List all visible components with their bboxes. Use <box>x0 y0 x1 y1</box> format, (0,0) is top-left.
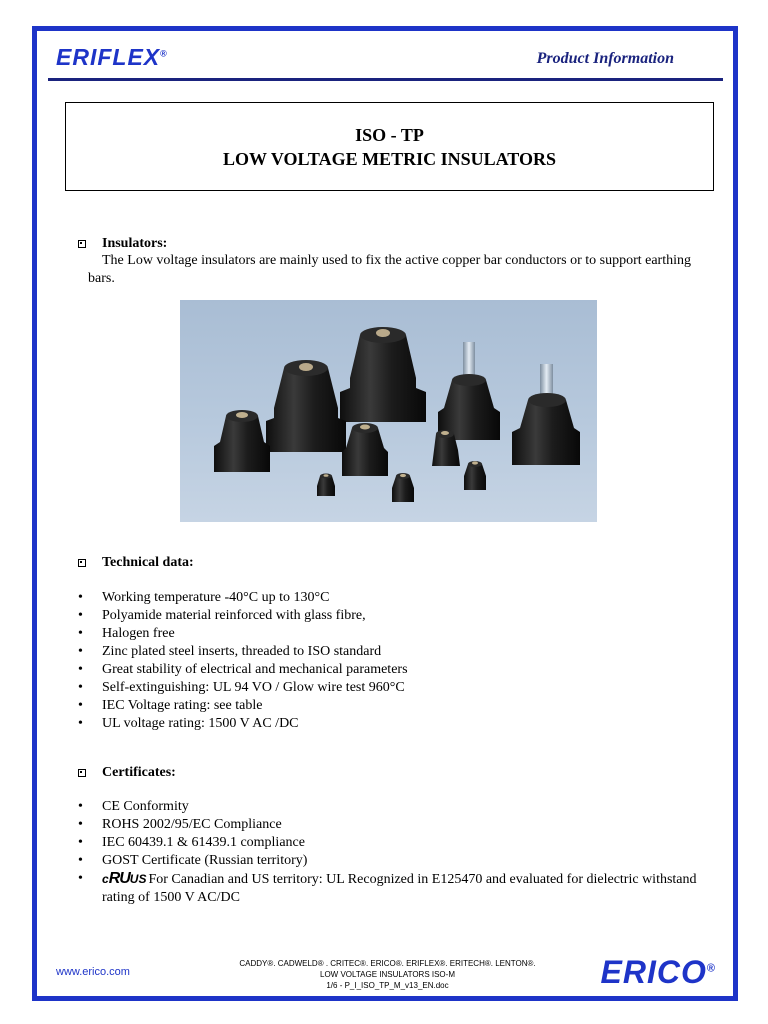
brand-registered-mark: ® <box>160 48 168 59</box>
technical-heading: Technical data: <box>102 555 194 570</box>
insulator-medium-center <box>342 423 388 476</box>
certificate-item: • GOST Certificate (Russian territory) <box>78 852 718 870</box>
title-line-2: LOW VOLTAGE METRIC INSULATORS <box>223 149 556 169</box>
technical-item: • UL voltage rating: 1500 V AC /DC <box>78 715 408 733</box>
eriflex-logo <box>56 44 168 71</box>
header-divider <box>48 78 723 81</box>
insulator-small-3 <box>317 474 335 497</box>
erico-logo <box>601 954 716 991</box>
erico-logo-text: ERICO <box>600 954 707 990</box>
certificate-item: • ROHS 2002/95/EC Compliance <box>78 816 718 834</box>
certificate-item-ul <box>78 870 718 907</box>
technical-item: • Working temperature -40°C up to 130°C <box>78 589 408 607</box>
footer-brands: CADDY®. CADWELD® . CRITEC®. ERICO®. ERIFLEX®. ERITECH®. LENTON®. <box>239 959 536 968</box>
technical-data-list <box>78 589 408 733</box>
square-bullet-icon <box>78 240 86 248</box>
technical-item: • Self-extinguishing: UL 94 VO / Glow wire test 960°C <box>78 679 408 697</box>
technical-item: • Halogen free <box>78 625 408 643</box>
technical-section-heading <box>78 555 194 571</box>
insulator-with-bolt-1 <box>438 342 500 440</box>
insulator-medium-left <box>214 410 270 472</box>
insulators-section-heading <box>78 236 167 252</box>
technical-item: • Polyamide material reinforced with glass fibre, <box>78 607 408 625</box>
title-line-1: ISO - TP <box>355 125 424 145</box>
technical-item: • IEC Voltage rating: see table <box>78 697 408 715</box>
footer-doc-ref: 1/6 - P_I_ISO_TP_M_v13_EN.doc <box>326 981 449 990</box>
insulators-description: The Low voltage insulators are mainly used to fix the active copper bar conductors or to support earthing bars. <box>88 253 691 286</box>
technical-item: • Zinc plated steel inserts, threaded to ISO standard <box>78 643 408 661</box>
insulators-heading: Insulators: <box>102 236 168 251</box>
insulator-small-2 <box>464 461 486 490</box>
header-label: Product Information <box>536 50 674 67</box>
title-box <box>65 102 714 191</box>
insulators-photo <box>180 300 597 522</box>
insulators-illustration <box>180 300 597 522</box>
footer-doc-title: LOW VOLTAGE INSULATORS ISO-M <box>320 970 455 979</box>
square-bullet-icon <box>78 559 86 567</box>
certificates-list <box>78 798 718 907</box>
website-link[interactable]: www.erico.com <box>56 966 130 978</box>
footer-info <box>200 958 575 991</box>
erico-registered-mark: ® <box>706 962 716 975</box>
insulator-with-bolt-2 <box>512 364 580 465</box>
ul-certificate-text: For Canadian and US territory: UL Recognized in E125470 and evaluated for dielectric withstand rating of 1500 V AC/DC <box>102 872 697 905</box>
certificate-item: • IEC 60439.1 & 61439.1 compliance <box>78 834 718 852</box>
certificate-item: • CE Conformity <box>78 798 718 816</box>
ul-recognized-icon: cRUUS <box>102 870 147 887</box>
certificates-section-heading <box>78 765 176 781</box>
technical-item: • Great stability of electrical and mechanical parameters <box>78 661 408 679</box>
brand-name: ERIFLEX <box>56 44 161 70</box>
insulator-large-left <box>266 360 346 452</box>
insulator-small-4 <box>392 473 414 502</box>
square-bullet-icon <box>78 769 86 777</box>
certificates-heading: Certificates: <box>102 765 176 780</box>
insulator-large-center <box>340 327 426 422</box>
